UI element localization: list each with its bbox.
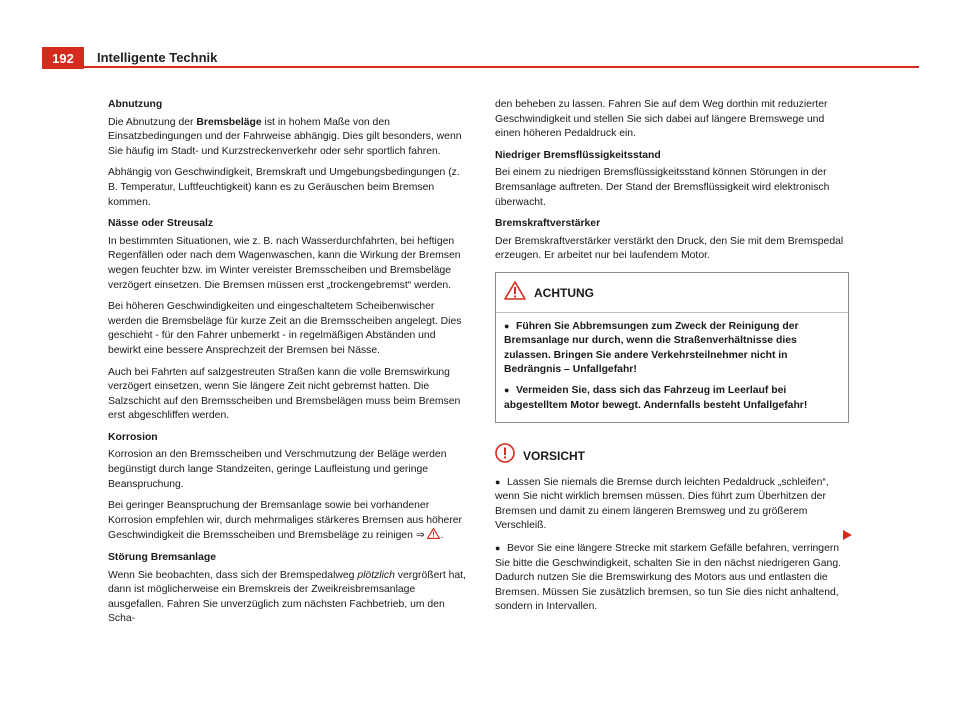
vorsicht-header bbox=[495, 443, 849, 469]
vorsicht-item: ● Lassen Sie niemals die Bremse durch leichten Pedaldruck „schleifen“, wenn Sie nicht wirklich bremsen müssen. Dies führt zum Überhitzen der Bremsen und damit zu einem längeren Bremsweg und zu größerem Verschleiß. bbox=[495, 476, 829, 532]
warning-triangle-icon[interactable] bbox=[427, 528, 440, 539]
exclamation-circle-icon bbox=[495, 443, 515, 469]
heading-bremskraftverstaerker: Bremskraftverstärker bbox=[495, 218, 601, 230]
page-number: 192 bbox=[42, 47, 84, 69]
paragraph-reinigen: Bei geringer Beanspruchung der Bremsanlage sowie bei vorhandener Korrosion empfehlen wir, durch mehrmaliges stärkeres Bremsen aus höherer Geschwindigkeit die Bremsscheiben und Bremsbeläge zu reinigen ⇒ . bbox=[108, 500, 463, 542]
achtung-item: ● Vermeiden Sie, dass sich das Fahrzeug im Leerlauf bei abgestelltem Motor bewegt. Andernfalls besteht Unfallgefahr! bbox=[504, 384, 808, 411]
header-rule bbox=[84, 66, 919, 68]
heading-naesse: Nässe oder Streusalz bbox=[108, 218, 214, 230]
term-ploetzlich: plötzlich bbox=[357, 569, 395, 581]
vorsicht-item: ● Bevor Sie eine längere Strecke mit starkem Gefälle befahren, verringern Sie bitte die Geschwindigkeit, schalten Sie in den nächst niedrigeren Gang. Dadurch nutzen Sie die Bremswirkung des Motors aus und entlasten die Bremsen. Müssen Sie zusätzlich bremsen, so tun Sie dies nicht anhaltend, sondern in Intervallen. bbox=[495, 543, 841, 613]
achtung-title: ACHTUNG bbox=[534, 285, 594, 300]
paragraph-naesse: In bestimmten Situationen, wie z. B. nach Wasserdurchfahrten, bei heftigen Regenfällen oder nach dem Wagenwaschen, kann die Wirkung der Bremsen wegen feuchter bzw. im Winter vereister Bremsscheiben und Bremsbeläge verzögert einsetzen. Die Bremsen müssen erst „trockengebremst“ werden. bbox=[108, 235, 461, 291]
heading-stoerung: Störung Bremsanlage bbox=[108, 552, 216, 564]
paragraph-schaden-beheben: den beheben zu lassen. Fahren Sie auf dem Weg dorthin mit reduzierter Geschwindigkeit und stellen Sie sich dabei auf längere Bremswege und einen höheren Pedaldruck ein. bbox=[495, 99, 828, 140]
heading-bremsfluessigkeit: Niedriger Bremsflüssigkeitsstand bbox=[495, 149, 661, 161]
achtung-body bbox=[496, 313, 848, 423]
achtung-box bbox=[495, 272, 849, 423]
achtung-header bbox=[496, 273, 848, 313]
chapter-title: Intelligente Technik bbox=[97, 50, 218, 65]
paragraph-scheibenwischer: Bei höheren Geschwindigkeiten und eingeschaltetem Scheibenwischer werden die Bremsbeläge für kurze Zeit an die Bremsscheiben angelegt. Dies geschieht - für den Fahrer unbemerkt - in regelmäßigen Abständen und bewirkt eine bessere Ansprechzeit der Bremsen bei Nässe. bbox=[108, 301, 462, 356]
achtung-item: ● Führen Sie Abbremsungen zum Zweck der Reinigung der Bremsanlage nur durch, wenn die Straßenverhältnisse dies zulassen. Bringen Sie andere Verkehrsteilnehmer nicht in Bedrängnis – Unfallgefahr! bbox=[504, 320, 799, 376]
paragraph-geraeusche: Abhängig von Geschwindigkeit, Bremskraft und Umgebungsbedingungen (z. B. Temperatur, Luftfeuchtigkeit) kann es zu Geräuschen beim Bremsen kommen. bbox=[108, 167, 460, 208]
paragraph-bremsfluessigkeit: Bei einem zu niedrigen Bremsflüssigkeitsstand können Störungen in der Bremsanlage auftreten. Der Stand der Bremsflüssigkeit wird elektronisch überwacht. bbox=[495, 167, 830, 208]
vorsicht-title: VORSICHT bbox=[523, 448, 586, 463]
left-column bbox=[108, 98, 470, 634]
right-column bbox=[495, 98, 849, 622]
paragraph-abnutzung: Die Abnutzung der Bremsbeläge ist in hohem Maße von den Einsatzbedingungen und der Fahrweise abhängig. Dies gilt besonders, wenn Sie häufig im Stadt- und Kurzstreckenverkehr oder sehr sportlich fahren. bbox=[108, 116, 462, 157]
paragraph-streusalz: Auch bei Fahrten auf salzgestreuten Straßen kann die volle Bremswirkung verzögert einsetzen, wenn Sie längere Zeit nicht gebremst hatten. Die Salzschicht auf den Bremsscheiben und Bremsbelägen muss beim Bremsen erst abgeschliffen werden. bbox=[108, 366, 461, 422]
warning-triangle-icon bbox=[504, 281, 526, 306]
heading-abnutzung: Abnutzung bbox=[108, 99, 163, 110]
paragraph-korrosion: Korrosion an den Bremsscheiben und Verschmutzung der Beläge werden begünstigt durch lange Standzeiten, geringe Laufleistung und geringe Beanspruchung. bbox=[108, 449, 447, 490]
paragraph-bremskraftverstaerker: Der Bremskraftverstärker verstärkt den Druck, den Sie mit dem Bremspedal erzeugen. Er arbeitet nur bei laufendem Motor. bbox=[495, 235, 844, 262]
term-bremsbelaege: Bremsbeläge bbox=[196, 116, 262, 128]
continue-arrow-icon[interactable] bbox=[843, 527, 852, 545]
heading-korrosion: Korrosion bbox=[108, 431, 158, 443]
paragraph-stoerung: Wenn Sie beobachten, dass sich der Bremspedalweg plötzlich vergrößert hat, dann ist möglicherweise ein Bremskreis der Zweikreisbremsanlage ausgefallen. Fahren Sie unverzüglich zum nächsten Fachbetrieb, um den Scha- bbox=[108, 569, 466, 625]
